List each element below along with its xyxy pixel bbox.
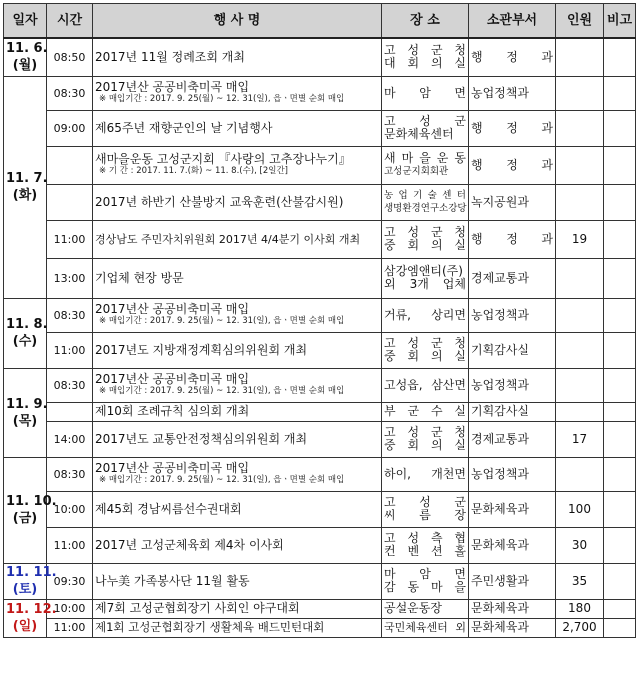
count-cell bbox=[556, 110, 604, 146]
dept-cell: 농업정책과 bbox=[469, 457, 556, 491]
dept-cell: 농업정책과 bbox=[469, 76, 556, 110]
date-cell: 11. 7. (화) bbox=[4, 76, 47, 298]
dept-cell: 농업정책과 bbox=[469, 368, 556, 402]
note-cell bbox=[604, 146, 636, 184]
table-row bbox=[4, 184, 636, 220]
header-event: 행 사 명 bbox=[93, 4, 382, 39]
event-cell: 2017년 하반기 산불방지 교육훈련(산불감시원) bbox=[93, 184, 382, 220]
header-count: 인원 bbox=[556, 4, 604, 39]
time-cell: 08:30 bbox=[47, 298, 93, 332]
time-cell: 09:00 bbox=[47, 110, 93, 146]
count-cell bbox=[556, 146, 604, 184]
note-cell bbox=[604, 220, 636, 258]
time-cell: 10:00 bbox=[47, 491, 93, 527]
place-cell: 마 암 면 bbox=[382, 76, 469, 110]
note-cell bbox=[604, 563, 636, 599]
event-cell: 기업체 현장 방문 bbox=[93, 258, 382, 298]
place-cell: 하이, 개천면 bbox=[382, 457, 469, 491]
note-cell bbox=[604, 527, 636, 563]
count-cell bbox=[556, 76, 604, 110]
place-cell: 삼강엠앤티(주) 외 3개 업체 bbox=[382, 258, 469, 298]
time-cell: 11:00 bbox=[47, 332, 93, 368]
table-row bbox=[4, 402, 636, 421]
date-cell: 11. 9. (목) bbox=[4, 368, 47, 457]
event-cell: 제1회 고성군협회장기 생활체육 배드민턴대회 bbox=[93, 618, 382, 637]
note-cell bbox=[604, 298, 636, 332]
event-cell: 2017년산 공공비축미곡 매입 ※ 매입기간 : 2017. 9. 25(월) ~ 12. 31(일), 읍ㆍ면별 순회 매입 bbox=[93, 298, 382, 332]
date-cell: 11. 6. (월) bbox=[4, 38, 47, 76]
time-cell: 10:00 bbox=[47, 599, 93, 618]
dept-cell: 기획감사실 bbox=[469, 332, 556, 368]
event-cell: 2017년 고성군체육회 제4차 이사회 bbox=[93, 527, 382, 563]
count-cell: 30 bbox=[556, 527, 604, 563]
event-cell: 2017년 11월 정례조회 개최 bbox=[93, 38, 382, 76]
schedule-table bbox=[3, 3, 636, 638]
place-cell: 고 성 군 씨 름 장 bbox=[382, 491, 469, 527]
place-cell: 고 성 군 청 중 회 의 실 bbox=[382, 220, 469, 258]
note-cell bbox=[604, 421, 636, 457]
date-cell: 11. 12. (일) bbox=[4, 599, 47, 637]
place-cell: 고 성 군 청 대 회 의 실 bbox=[382, 38, 469, 76]
time-cell bbox=[47, 184, 93, 220]
event-cell: 2017년산 공공비축미곡 매입 ※ 매입기간 : 2017. 9. 25(월) ~ 12. 31(일), 읍ㆍ면별 순회 매입 bbox=[93, 368, 382, 402]
header-time: 시간 bbox=[47, 4, 93, 39]
count-cell bbox=[556, 258, 604, 298]
time-cell bbox=[47, 146, 93, 184]
count-cell bbox=[556, 298, 604, 332]
place-cell: 고성읍, 삼산면 bbox=[382, 368, 469, 402]
time-cell: 08:30 bbox=[47, 368, 93, 402]
count-cell: 2,700 bbox=[556, 618, 604, 637]
note-cell bbox=[604, 110, 636, 146]
table-row bbox=[4, 76, 636, 110]
date-cell: 11. 10. (금) bbox=[4, 457, 47, 563]
event-cell: 제45회 경남씨름선수권대회 bbox=[93, 491, 382, 527]
count-cell bbox=[556, 332, 604, 368]
dept-cell: 문화체육과 bbox=[469, 599, 556, 618]
event-cell: 나누美 가족봉사단 11월 활동 bbox=[93, 563, 382, 599]
place-cell: 고 성 측 협 컨 벤 션 홀 bbox=[382, 527, 469, 563]
time-cell bbox=[47, 402, 93, 421]
count-cell: 35 bbox=[556, 563, 604, 599]
header-place: 장 소 bbox=[382, 4, 469, 39]
place-cell: 고 성 군 청 중 회 의 실 bbox=[382, 332, 469, 368]
date-cell: 11. 8. (수) bbox=[4, 298, 47, 368]
table-row bbox=[4, 421, 636, 457]
note-cell bbox=[604, 491, 636, 527]
dept-cell: 경제교통과 bbox=[469, 421, 556, 457]
note-cell bbox=[604, 258, 636, 298]
place-cell: 마 암 면 감 동 마 을 bbox=[382, 563, 469, 599]
table-row bbox=[4, 146, 636, 184]
table-row bbox=[4, 298, 636, 332]
count-cell bbox=[556, 402, 604, 421]
note-cell bbox=[604, 618, 636, 637]
table-row bbox=[4, 563, 636, 599]
dept-cell: 문화체육과 bbox=[469, 618, 556, 637]
event-cell: 2017년산 공공비축미곡 매입 ※ 매입기간 : 2017. 9. 25(월) ~ 12. 31(일), 읍ㆍ면별 순회 매입 bbox=[93, 76, 382, 110]
table-row bbox=[4, 38, 636, 76]
time-cell: 13:00 bbox=[47, 258, 93, 298]
table-row bbox=[4, 599, 636, 618]
time-cell: 09:30 bbox=[47, 563, 93, 599]
dept-cell: 행 정 과 bbox=[469, 146, 556, 184]
table-row bbox=[4, 527, 636, 563]
table-row bbox=[4, 491, 636, 527]
header-note: 비고 bbox=[604, 4, 636, 39]
time-cell: 14:00 bbox=[47, 421, 93, 457]
place-cell: 부 군 수 실 bbox=[382, 402, 469, 421]
schedule-document bbox=[3, 3, 636, 638]
event-cell: 제10회 조례규칙 심의회 개최 bbox=[93, 402, 382, 421]
dept-cell: 주민생활과 bbox=[469, 563, 556, 599]
place-cell: 국민체육센터 외 bbox=[382, 618, 469, 637]
place-cell: 고 성 군 문화체육센터 bbox=[382, 110, 469, 146]
dept-cell: 문화체육과 bbox=[469, 491, 556, 527]
dept-cell: 녹지공원과 bbox=[469, 184, 556, 220]
count-cell: 19 bbox=[556, 220, 604, 258]
place-cell: 새 마 을 운 동 고성군지회회관 bbox=[382, 146, 469, 184]
count-cell: 100 bbox=[556, 491, 604, 527]
header-row bbox=[4, 4, 636, 39]
note-cell bbox=[604, 76, 636, 110]
dept-cell: 행 정 과 bbox=[469, 220, 556, 258]
date-cell: 11. 11. (토) bbox=[4, 563, 47, 599]
dept-cell: 경제교통과 bbox=[469, 258, 556, 298]
table-row bbox=[4, 332, 636, 368]
note-cell bbox=[604, 402, 636, 421]
note-cell bbox=[604, 332, 636, 368]
place-cell: 공설운동장 bbox=[382, 599, 469, 618]
place-cell: 농 업 기 술 센 터 생명환경연구소강당 bbox=[382, 184, 469, 220]
header-date: 일자 bbox=[4, 4, 47, 39]
note-cell bbox=[604, 368, 636, 402]
event-cell: 2017년도 지방재정계획심의위원회 개최 bbox=[93, 332, 382, 368]
place-cell: 고 성 군 청 중 회 의 실 bbox=[382, 421, 469, 457]
time-cell: 08:50 bbox=[47, 38, 93, 76]
header-dept: 소관부서 bbox=[469, 4, 556, 39]
event-cell: 제65주년 재향군인의 날 기념행사 bbox=[93, 110, 382, 146]
dept-cell: 기획감사실 bbox=[469, 402, 556, 421]
note-cell bbox=[604, 184, 636, 220]
table-row bbox=[4, 457, 636, 491]
event-cell: 새마을운동 고성군지회 『사랑의 고추장나누기』 ※ 기 간 : 2017. 11. 7.(화) ~ 11. 8.(수), [2일간] bbox=[93, 146, 382, 184]
table-row bbox=[4, 110, 636, 146]
table-row bbox=[4, 368, 636, 402]
count-cell: 180 bbox=[556, 599, 604, 618]
time-cell: 11:00 bbox=[47, 618, 93, 637]
table-row bbox=[4, 258, 636, 298]
note-cell bbox=[604, 457, 636, 491]
dept-cell: 농업정책과 bbox=[469, 298, 556, 332]
place-cell: 거류, 상리면 bbox=[382, 298, 469, 332]
table-row bbox=[4, 220, 636, 258]
dept-cell: 행 정 과 bbox=[469, 38, 556, 76]
count-cell: 17 bbox=[556, 421, 604, 457]
event-cell: 경상남도 주민자치위원회 2017년 4/4분기 이사회 개최 bbox=[93, 220, 382, 258]
time-cell: 11:00 bbox=[47, 220, 93, 258]
time-cell: 11:00 bbox=[47, 527, 93, 563]
event-cell: 2017년도 교통안전정책심의위원회 개최 bbox=[93, 421, 382, 457]
event-cell: 2017년산 공공비축미곡 매입 ※ 매입기간 : 2017. 9. 25(월) ~ 12. 31(일), 읍ㆍ면별 순회 매입 bbox=[93, 457, 382, 491]
note-cell bbox=[604, 38, 636, 76]
count-cell bbox=[556, 368, 604, 402]
time-cell: 08:30 bbox=[47, 76, 93, 110]
count-cell bbox=[556, 457, 604, 491]
dept-cell: 문화체육과 bbox=[469, 527, 556, 563]
count-cell bbox=[556, 38, 604, 76]
dept-cell: 행 정 과 bbox=[469, 110, 556, 146]
note-cell bbox=[604, 599, 636, 618]
event-cell: 제7회 고성군협회장기 사회인 야구대회 bbox=[93, 599, 382, 618]
time-cell: 08:30 bbox=[47, 457, 93, 491]
table-row bbox=[4, 618, 636, 637]
count-cell bbox=[556, 184, 604, 220]
